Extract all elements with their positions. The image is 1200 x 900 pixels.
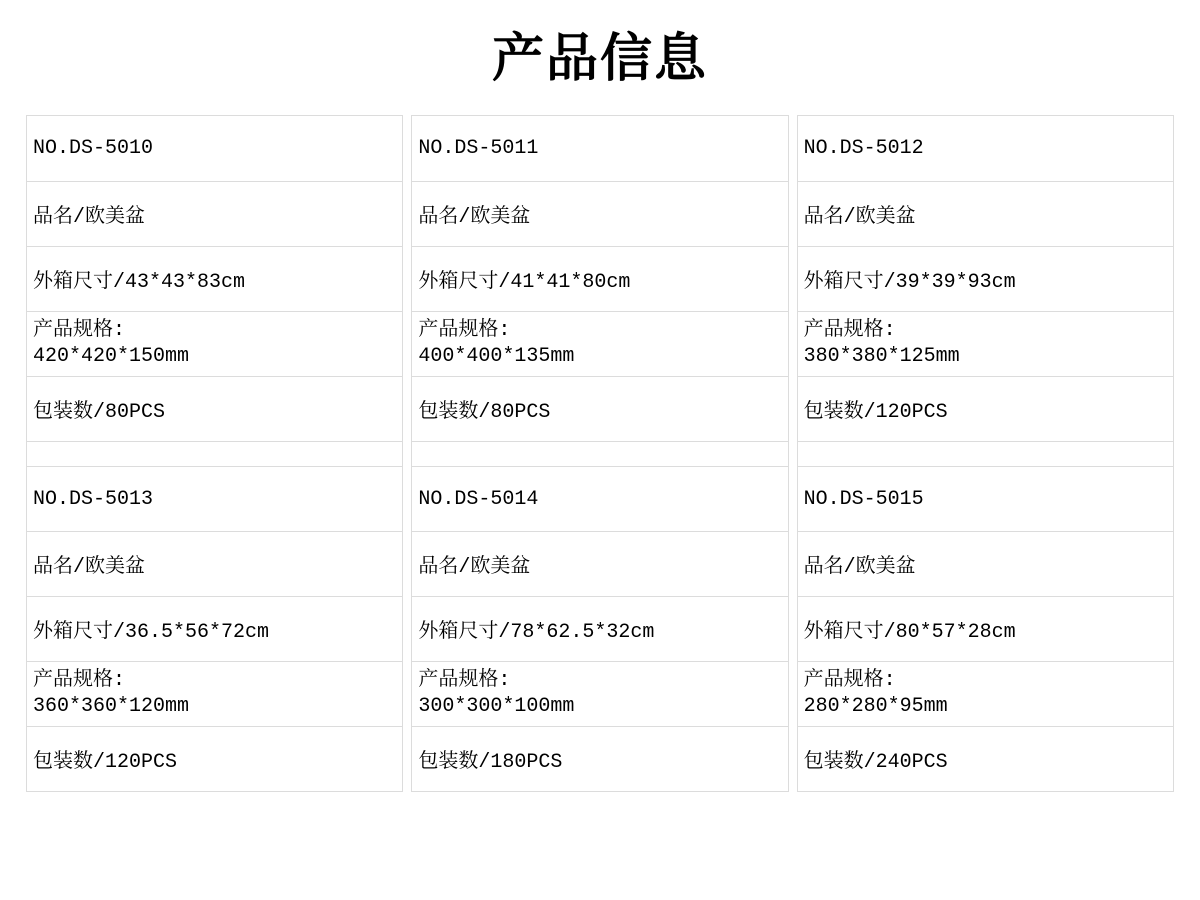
page-title: 产品信息: [491, 30, 708, 88]
product-name-cell: 品名/欧美盆: [798, 181, 1173, 246]
pack-qty-cell: 包装数/80PCS: [412, 376, 787, 441]
product-grid: [26, 115, 1174, 792]
spec-cell: [798, 661, 1173, 726]
box-size-cell: 外箱尺寸/36.5*56*72cm: [27, 596, 402, 661]
spec-value: 380*380*125mm: [803, 345, 960, 368]
product-number-cell: NO.DS-5012: [803, 137, 924, 160]
spacer-row: [412, 441, 787, 466]
spec-label: 产品规格:: [33, 669, 126, 692]
product-name-cell: 品名/欧美盆: [27, 531, 402, 596]
box-size-cell: 外箱尺寸/41*41*80cm: [412, 246, 787, 311]
product-column-1: [26, 115, 403, 792]
product-name-cell: 品名/欧美盆: [798, 531, 1173, 596]
product-number-cell: NO.DS-5013: [27, 466, 402, 531]
spec-value: 280*280*95mm: [803, 695, 948, 718]
box-size-cell: 外箱尺寸/39*39*93cm: [798, 246, 1173, 311]
spec-cell: [798, 311, 1173, 376]
spacer-row: [27, 441, 402, 466]
spec-cell: [27, 661, 402, 726]
spec-value: 400*400*135mm: [418, 345, 575, 368]
spec-cell: [412, 661, 787, 726]
spec-cell: [27, 311, 402, 376]
pack-qty-cell: 包装数/240PCS: [798, 726, 1173, 791]
spec-value: 300*300*100mm: [418, 695, 575, 718]
spec-label: 产品规格:: [33, 319, 126, 342]
product-name-cell: 品名/欧美盆: [412, 531, 787, 596]
product-name-cell: 品名/欧美盆: [412, 181, 787, 246]
spec-label: 产品规格:: [803, 319, 896, 342]
spec-label: 产品规格:: [418, 319, 511, 342]
pack-qty-cell: 包装数/180PCS: [412, 726, 787, 791]
pack-qty-cell: 包装数/80PCS: [27, 376, 402, 441]
pack-qty-cell: 包装数/120PCS: [27, 726, 402, 791]
spec-label: 产品规格:: [418, 669, 511, 692]
box-size-cell: 外箱尺寸/78*62.5*32cm: [412, 596, 787, 661]
box-size-cell: 外箱尺寸/80*57*28cm: [798, 596, 1173, 661]
spec-cell: [412, 311, 787, 376]
product-column-2: [411, 115, 788, 792]
product-name-cell: 品名/欧美盆: [27, 181, 402, 246]
product-column-3: [797, 115, 1174, 792]
box-size-cell: 外箱尺寸/43*43*83cm: [27, 246, 402, 311]
spec-value: 420*420*150mm: [33, 345, 190, 368]
product-number-cell: NO.DS-5011: [418, 137, 539, 160]
spec-label: 产品规格:: [803, 669, 896, 692]
spacer-row: [798, 441, 1173, 466]
pack-qty-cell: 包装数/120PCS: [798, 376, 1173, 441]
product-number-cell: NO.DS-5015: [798, 466, 1173, 531]
product-number-cell: NO.DS-5014: [412, 466, 787, 531]
product-number-cell: NO.DS-5010: [33, 137, 154, 160]
spec-value: 360*360*120mm: [33, 695, 190, 718]
